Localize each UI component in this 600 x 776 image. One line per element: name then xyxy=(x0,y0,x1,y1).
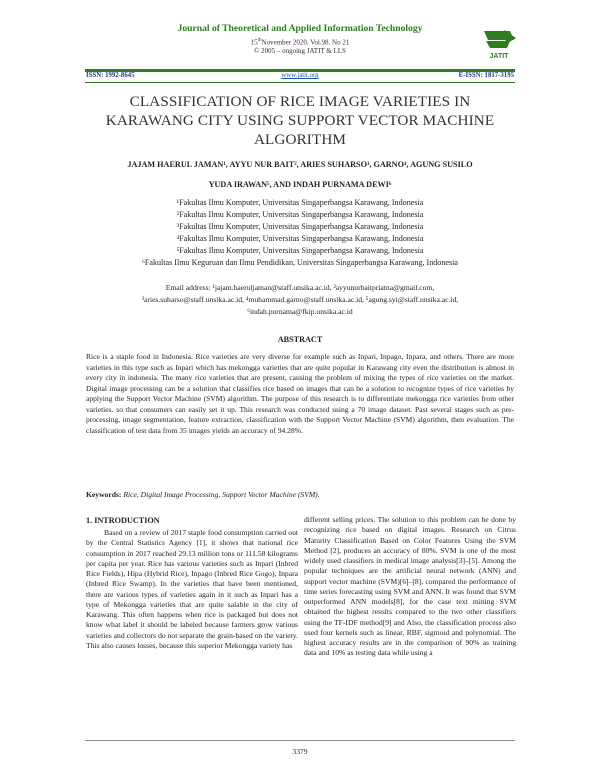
copyright: © 2005 – ongoing JATIT & LLS xyxy=(254,47,346,56)
jatit-logo xyxy=(480,28,518,62)
email-line-2: ³aries.suharso@staff.unsika.ac.id, ⁴muhammad.garno@staff.unsika.ac.id, ⁵agung.syi@staff.unsika.ac.id, xyxy=(141,295,459,304)
authors-line-1: JAJAM HAERUL JAMAN¹, AYYU NUR BAIT², ARIES SUHARSO³, GARNO⁴, AGUNG SUSILO xyxy=(127,160,473,169)
authors-line-2: YUDA IRAWAN⁵, AND INDAH PURNAMA DEWI⁶ xyxy=(208,180,392,189)
authors xyxy=(88,155,512,195)
email-line-1: Email address: ¹jajam.haeruljaman@staff.unsika.ac.id, ²ayyunurbaitpriatna@gmail.com, xyxy=(165,283,435,292)
website-link[interactable]: www.jatit.org xyxy=(281,72,319,79)
issn: ISSN: 1992-8645 xyxy=(86,72,135,79)
affiliation-4: ⁴Fakultas Ilmu Komputer, Universitas Singaperbangsa Karawang, Indonesia xyxy=(176,234,424,243)
page-number: 3379 xyxy=(292,747,308,756)
section-heading-introduction: 1. INTRODUCTION xyxy=(86,516,160,525)
paper-title: CLASSIFICATION OF RICE IMAGE VARIETIES IN KARAWANG CITY USING SUPPORT VECTOR MACHINE ALGORITHM xyxy=(105,93,495,148)
affiliation-2: ²Fakultas Ilmu Komputer, Universitas Singaperbangsa Karawang, Indonesia xyxy=(176,210,424,219)
header-rule-thin xyxy=(85,82,515,83)
eissn: E-ISSN: 1817-3195 xyxy=(458,72,514,79)
journal-title: Journal of Theoretical and Applied Information Technology xyxy=(177,23,423,34)
affiliation-1: ¹Fakultas Ilmu Komputer, Universitas Singaperbangsa Karawang, Indonesia xyxy=(176,198,424,207)
intro-left-column: Based on a review of 2017 staple food consumption carried out by the Central Statistics Agency [1], it shows that national rice consumption in 2017 reached 29.13 million tons or 111.58 kilograms per capita per year. Rice has various varieties such as Inpari (Inbred Rice Fields), Hipa (Hybrid Rice), Inpago (Inbred Rice Gogo), Inpara (Inbred Rice Swamp). In the varieties that have been mentioned, there are various types of varieties again in it such as Inpari has a type of Mekongga varieties that are quite salable in the city of Karawang. This often happens when rice is packaged but does not know what label it should be labeled because farmers grow various varieties and collectors do not separate the grain-based on the variety. This also causes losses, because this superior Mekongga variety has xyxy=(86,528,298,650)
affiliation-5: ⁵Fakultas Ilmu Komputer, Universitas Singaperbangsa Karawang, Indonesia xyxy=(176,246,424,255)
issue-day-suffix: th xyxy=(257,38,262,43)
keywords-list: Rice, Digital Image Processing, Support Vector Machine (SVM). xyxy=(123,490,320,499)
intro-right-column: different selling prices. The solution to this problem can be done by recognizing rice based on digital images. Research on Citrus Maturity Classification Based on Color Features Using the SVM Method [2], produces an accuracy of 80%. SVM is one of the most widely used classifiers in medical image analysis[3]–[5]. Among the popular techniques are the artificial neural network (ANN) and support vector machine (SVM)[6]–[8], compared the performance of time series forecasting using SVM and ANN. It was found that SVM outperformed ANN models[8], for the case text mining SVM obtained the highest results compared to the two other classifiers using the TF-IDF method[9] and Also, the classification process also used four kernels such as linear, RBF, sigmoid and polynomial. The highest accuracy results are in the comparison of 90% as training data and 10% as testing data while using a xyxy=(304,515,516,658)
keywords-label: Keywords: xyxy=(86,490,122,499)
issue-info xyxy=(150,36,450,56)
footer-rule xyxy=(85,740,515,741)
abstract-body: Rice is a staple food in Indonesia. Rice varieties are very diverse for example such as Inpari, Inpago, Inpara, and others. There are more varieties in this type such as Inpari which has mekongga varieties that are quite popular in Karawang city even the distribution is almost in every city in indonesia. The many rice varieties that are present, causing the problem of mixing the types of rice varieties on the market. Digital image processing can be a solution that classifies rice based on images that can be a solution to recognize types of rice varieties by applying the Support Vector Machine (SVM) algorithm. The purpose of this research is to differentiate mekongga rice varieties from other varieties. so that consumers can easily set it up. This research was conducted using a 70 image dataset. Past several stages such as pre-processing, image segmentation, feature extraction, classification with the Support Vector Machine (SVM) algorithm, then evaluation. The classification of test data from 35 images yields an accuracy of 94.28%. xyxy=(86,352,514,435)
issue-rest: November 2020. Vol.98. No 21 xyxy=(261,38,350,47)
logo-text: JATIT xyxy=(489,53,509,60)
affiliation-3: ³Fakultas Ilmu Komputer, Universitas Singaperbangsa Karawang, Indonesia xyxy=(176,222,424,231)
abstract-heading: ABSTRACT xyxy=(277,335,323,344)
issue-day: 15 xyxy=(250,38,258,47)
affiliation-6: ⁶Fakultas Ilmu Keguruan dan Ilmu Pendidikan, Universitas Singaperbangsa Karawang, Indonesia xyxy=(142,258,458,267)
keywords xyxy=(86,490,514,499)
email-line-3: ⁶indah.purnama@fkip.unsika.ac.id xyxy=(247,307,353,316)
